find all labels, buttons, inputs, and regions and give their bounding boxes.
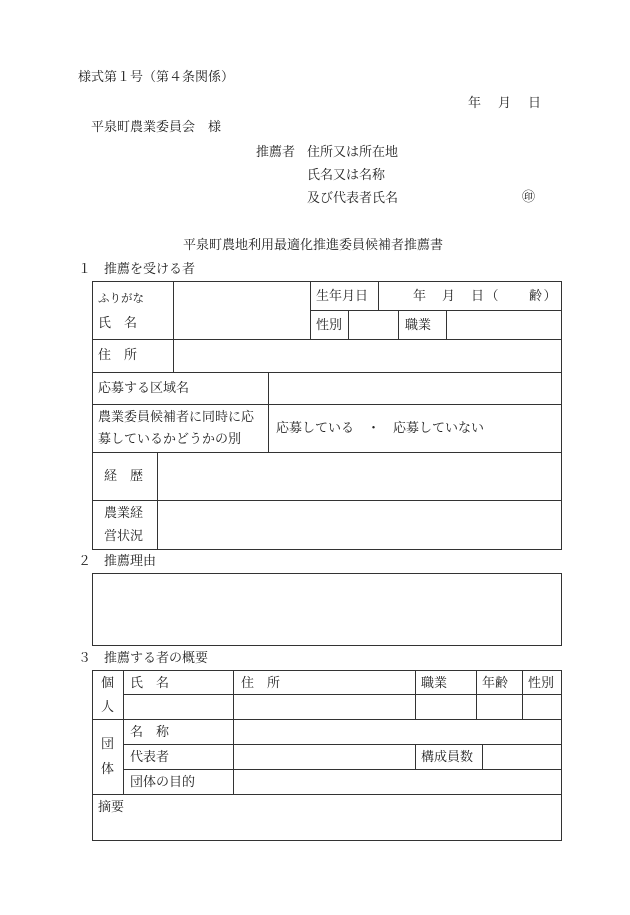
individual-occupation-header: 職業 [421, 676, 448, 691]
simultaneous-options[interactable]: 応募している ・ 応募していない [276, 421, 485, 436]
date-field[interactable]: 年 月 日 [468, 96, 544, 111]
individual-name-header: 氏 名 [130, 676, 170, 691]
representative-label: 代表者 [130, 750, 170, 765]
name-field[interactable] [174, 282, 309, 338]
individual-gender-header: 性別 [528, 676, 555, 691]
individual-name-field[interactable] [124, 695, 232, 718]
name-label: 氏名又は名称 [307, 168, 386, 183]
individual-age-field[interactable] [477, 695, 521, 718]
farm-status-label-line2: 営状況 [104, 529, 144, 544]
group-name-field[interactable] [234, 720, 561, 743]
section2-heading: ２ 推薦理由 [78, 554, 157, 569]
individual-age-header: 年齢 [482, 676, 509, 691]
birthdate-field[interactable]: 年 月 日（ 齢） [413, 289, 559, 304]
furigana-label: ふりがな [98, 291, 144, 305]
individual-label-2: 人 [101, 700, 115, 715]
group-name-label: 名 称 [130, 725, 170, 740]
simultaneous-label-line2: 募しているかどうかの別 [98, 432, 242, 447]
document-title: 平泉町農地利用最適化推進委員候補者推薦書 [183, 238, 444, 253]
gender-label: 性別 [316, 318, 343, 333]
address-field[interactable] [174, 340, 561, 371]
name-label: 氏 名 [98, 316, 138, 331]
individual-address-header: 住 所 [241, 676, 281, 691]
group-label-1: 団 [101, 737, 115, 752]
representative-field[interactable] [234, 745, 414, 768]
individual-gender-field[interactable] [523, 695, 561, 718]
recommender-label: 推薦者 [256, 145, 296, 160]
group-label-2: 体 [101, 762, 115, 777]
summary-field[interactable] [93, 815, 561, 840]
seal-icon: ㊞ [522, 190, 536, 205]
summary-label: 摘要 [98, 800, 125, 815]
area-field[interactable] [269, 373, 561, 403]
history-field[interactable] [158, 453, 561, 499]
area-label: 応募する区域名 [98, 381, 190, 396]
farm-status-label-line1: 農業経 [104, 506, 144, 521]
representative-label: 及び代表者氏名 [307, 191, 399, 206]
reason-field[interactable] [92, 573, 562, 646]
individual-occupation-field[interactable] [416, 695, 475, 718]
members-label: 構成員数 [421, 750, 474, 765]
addressee: 平泉町農業委員会 様 [91, 120, 222, 135]
individual-label-1: 個 [101, 676, 115, 691]
gender-field[interactable] [349, 311, 397, 338]
individual-address-field[interactable] [234, 695, 414, 718]
occupation-field[interactable] [447, 311, 561, 338]
history-label: 経 歴 [104, 469, 144, 484]
section3-heading: ３ 推薦する者の概要 [78, 651, 209, 666]
group-purpose-label: 団体の目的 [130, 775, 196, 790]
members-field[interactable] [483, 745, 561, 768]
group-purpose-field[interactable] [234, 770, 561, 793]
birthdate-label: 生年月日 [316, 289, 369, 304]
simultaneous-label-line1: 農業委員候補者に同時に応 [98, 410, 255, 425]
address-label: 住 所 [98, 348, 138, 363]
section1-heading: １ 推薦を受ける者 [78, 262, 196, 277]
occupation-label: 職業 [405, 318, 432, 333]
farm-status-field[interactable] [158, 501, 561, 549]
address-label: 住所又は所在地 [307, 145, 399, 160]
form-number: 様式第１号（第４条関係） [78, 70, 235, 85]
